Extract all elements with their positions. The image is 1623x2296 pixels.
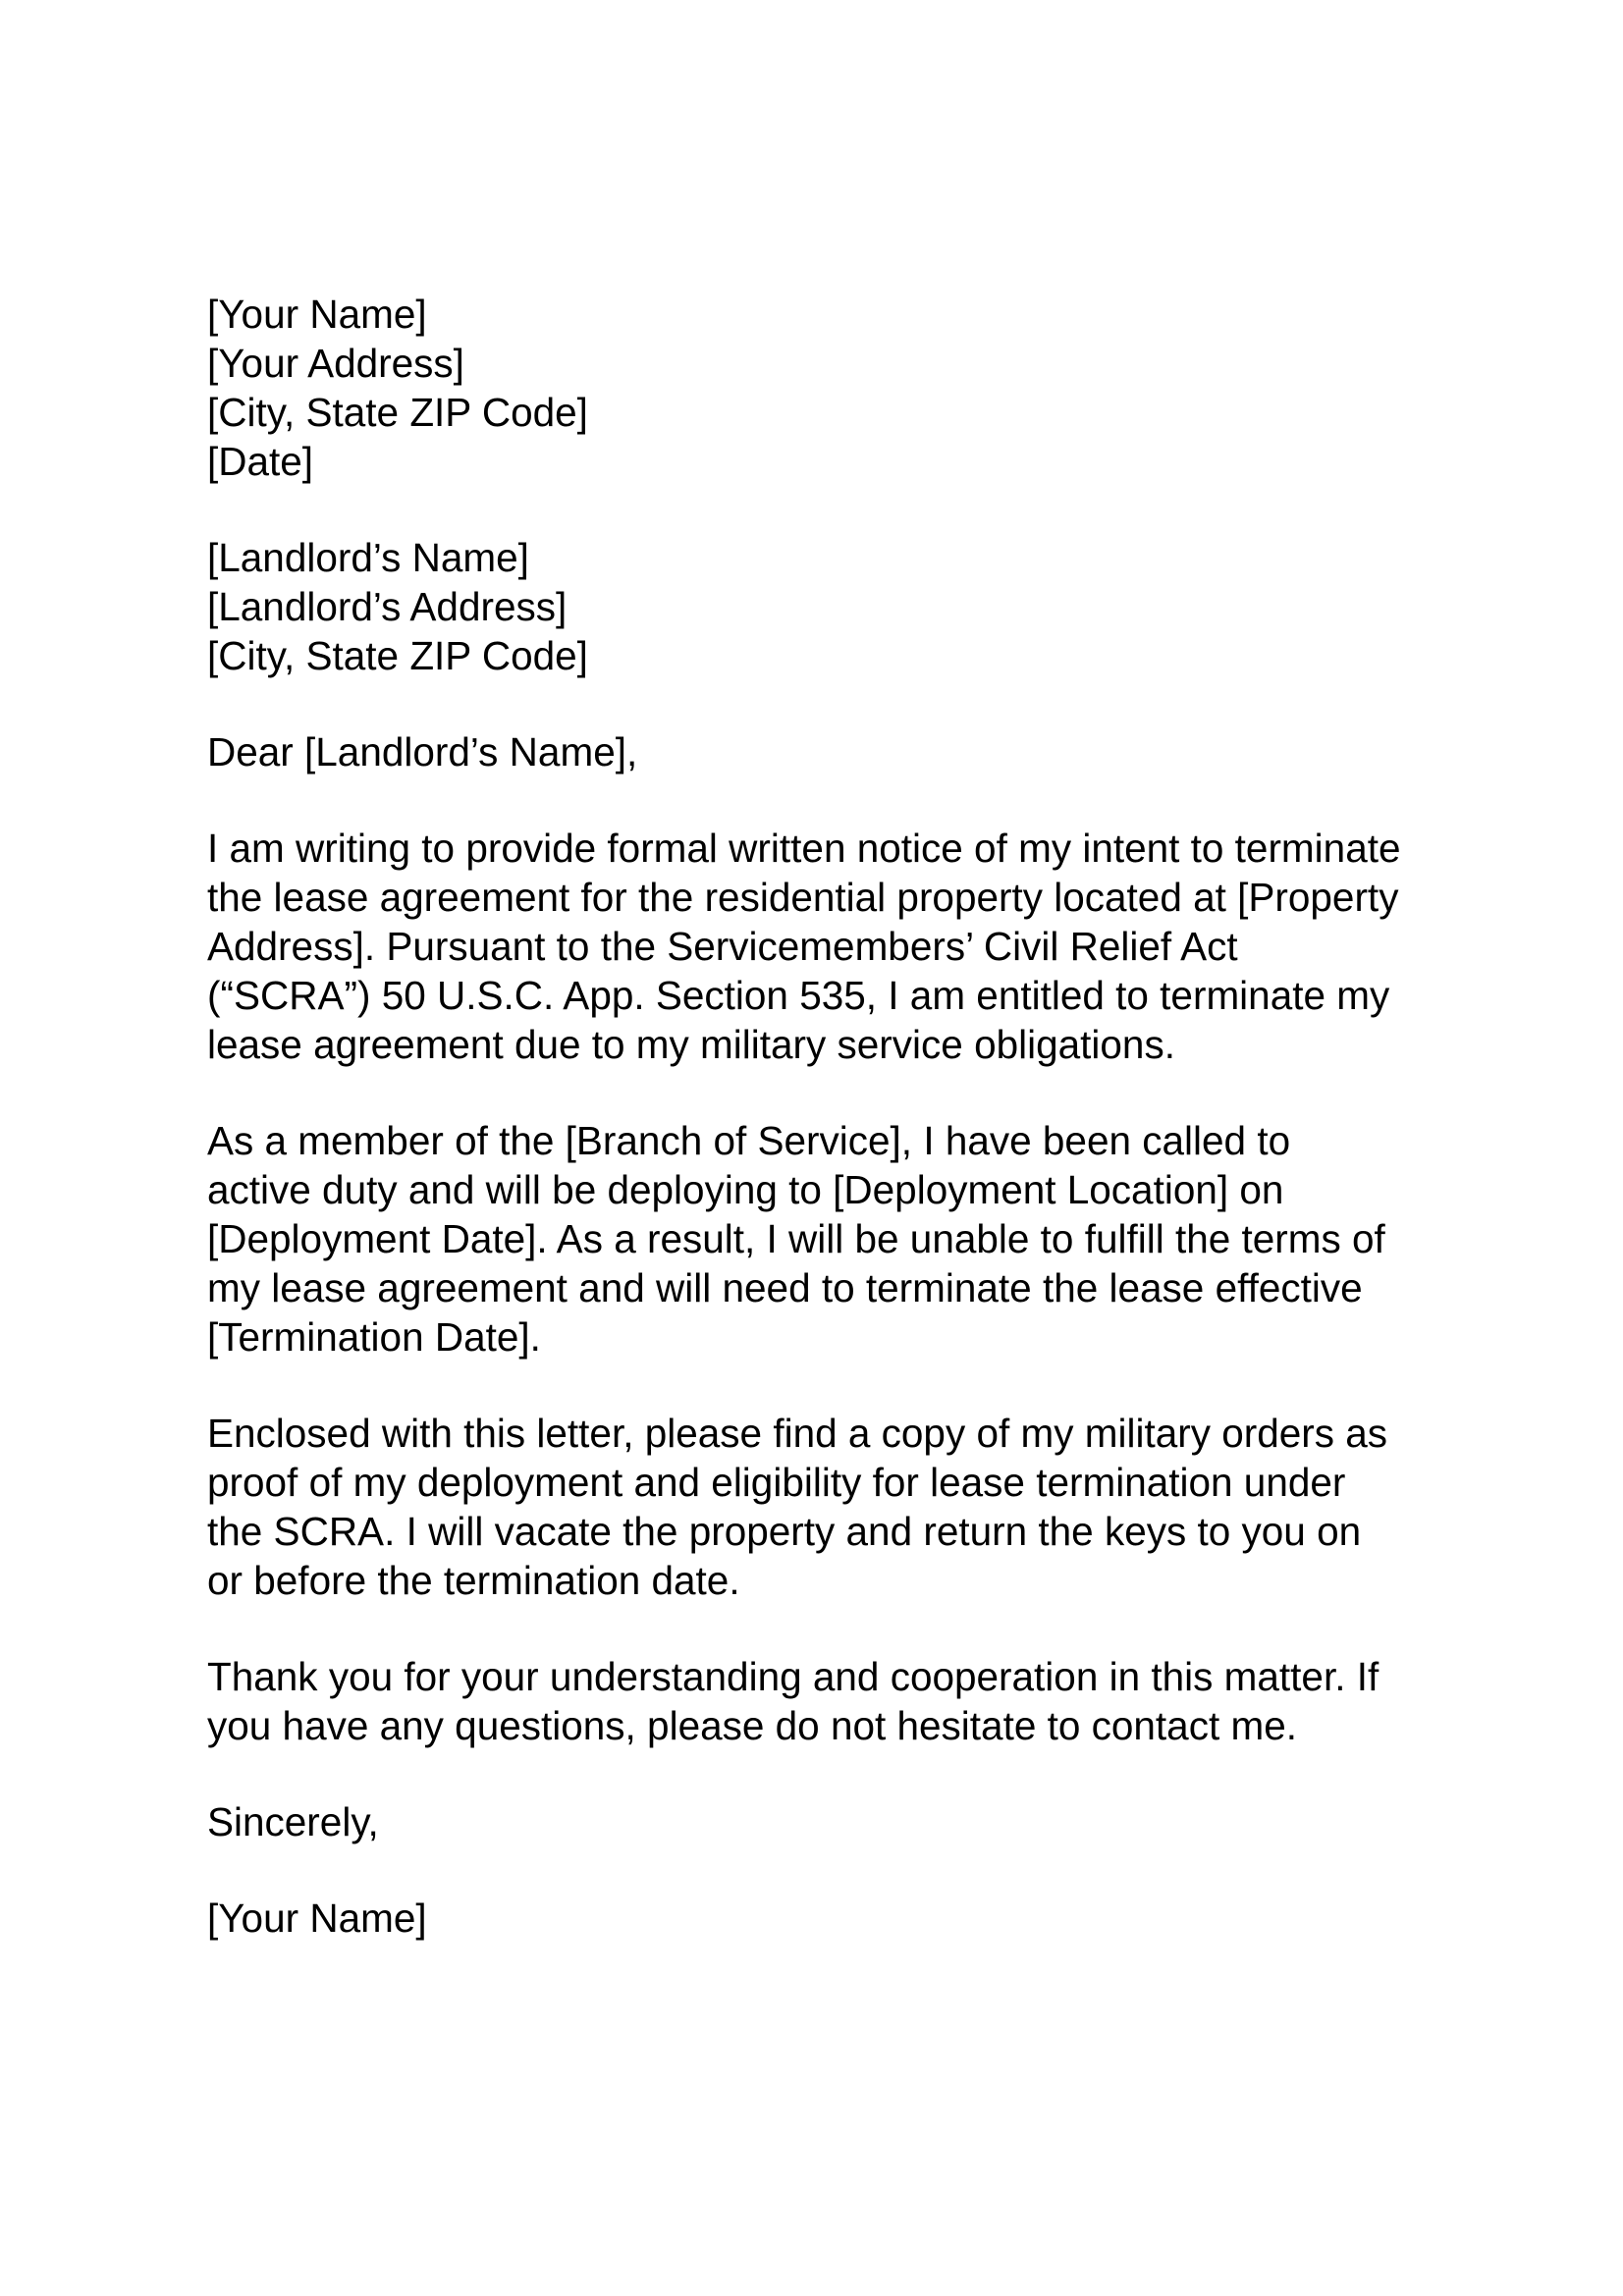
letter-body [207, 290, 1523, 1943]
paragraph-line: Address]. Pursuant to the Servicemembers’ Civil Relief Act [207, 924, 1238, 969]
signature-name: [Your Name] [207, 1896, 427, 1941]
paragraph-line: active duty and will be deploying to [Deployment Location] on [207, 1167, 1284, 1212]
paragraph-thanks [207, 1652, 1523, 1750]
paragraph-line: As a member of the [Branch of Service], I have been called to [207, 1118, 1291, 1163]
sender-block [207, 290, 1523, 486]
closing-block [207, 1797, 1523, 1846]
paragraph-line: the SCRA. I will vacate the property and return the keys to you on [207, 1509, 1362, 1554]
letter-date: [Date] [207, 439, 314, 484]
paragraph-line: I am writing to provide formal written notice of my intent to terminate [207, 826, 1401, 871]
paragraph-line: (“SCRA”) 50 U.S.C. App. Section 535, I am entitled to terminate my [207, 973, 1390, 1018]
sender-city-state-zip: [City, State ZIP Code] [207, 390, 588, 435]
paragraph-deployment [207, 1116, 1523, 1362]
recipient-block [207, 533, 1523, 680]
sender-address: [Your Address] [207, 341, 464, 386]
paragraph-notice [207, 824, 1523, 1069]
salutation: Dear [Landlord’s Name], [207, 729, 638, 774]
paragraph-line: Enclosed with this letter, please find a copy of my military orders as [207, 1411, 1388, 1456]
closing: Sincerely, [207, 1799, 379, 1844]
paragraph-enclosure [207, 1409, 1523, 1605]
paragraph-line: the lease agreement for the residential property located at [Property [207, 875, 1399, 920]
paragraph-line: [Termination Date]. [207, 1314, 541, 1360]
paragraph-line: lease agreement due to my military service obligations. [207, 1022, 1175, 1067]
paragraph-line: [Deployment Date]. As a result, I will be unable to fulfill the terms of [207, 1216, 1385, 1261]
recipient-name: [Landlord’s Name] [207, 535, 529, 580]
sender-name: [Your Name] [207, 292, 427, 337]
recipient-address: [Landlord’s Address] [207, 584, 568, 629]
signature-block [207, 1894, 1523, 1943]
paragraph-line: proof of my deployment and eligibility for lease termination under [207, 1460, 1346, 1505]
salutation-block [207, 727, 1523, 776]
paragraph-line: you have any questions, please do not hesitate to contact me. [207, 1703, 1297, 1748]
recipient-city-state-zip: [City, State ZIP Code] [207, 633, 588, 678]
paragraph-line: my lease agreement and will need to terminate the lease effective [207, 1265, 1363, 1310]
paragraph-line: or before the termination date. [207, 1558, 740, 1603]
paragraph-line: Thank you for your understanding and cooperation in this matter. If [207, 1654, 1380, 1699]
